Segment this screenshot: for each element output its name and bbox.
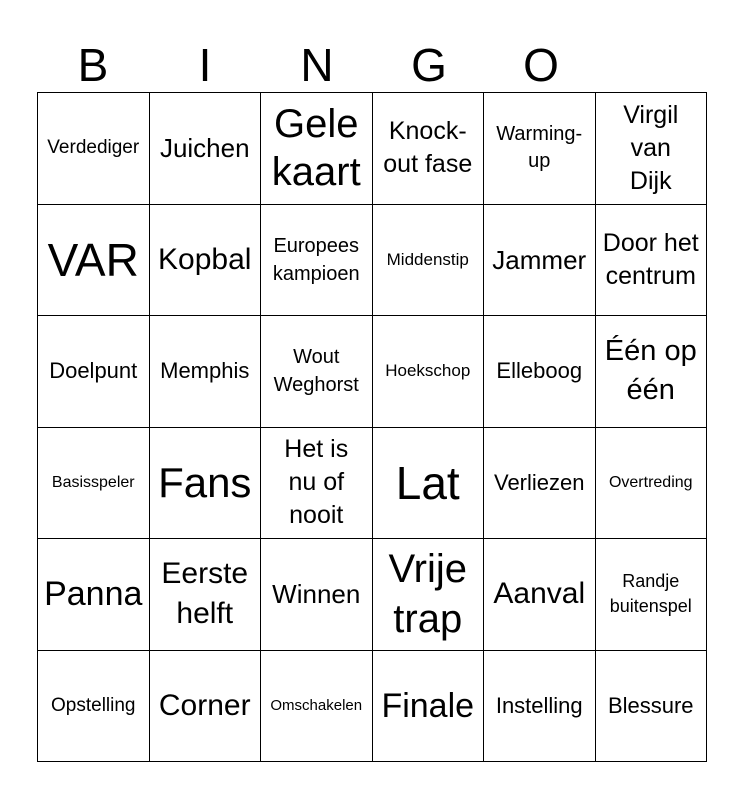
bingo-cell[interactable]: Lat [373,428,485,540]
bingo-cell[interactable]: Verdediger [38,93,150,205]
bingo-cell[interactable]: Vrije trap [373,539,485,651]
bingo-cell[interactable]: Finale [373,651,485,763]
bingo-cell[interactable]: Memphis [150,316,262,428]
bingo-cell[interactable]: Door het centrum [596,205,708,317]
bingo-cell[interactable]: Elleboog [484,316,596,428]
bingo-cell[interactable]: Omschakelen [261,651,373,763]
bingo-cell[interactable]: Basisspeler [38,428,150,540]
bingo-cell[interactable]: Juichen [150,93,262,205]
bingo-cell[interactable]: Instelling [484,651,596,763]
bingo-cell[interactable]: Randje buitenspel [596,539,708,651]
header-letter-o: O [523,39,559,91]
bingo-cell[interactable]: Panna [38,539,150,651]
bingo-cell[interactable]: Gele kaart [261,93,373,205]
bingo-cell[interactable]: Knock-out fase [373,93,485,205]
bingo-cell[interactable]: Verliezen [484,428,596,540]
bingo-cell[interactable]: Eerste helft [150,539,262,651]
bingo-cell[interactable]: Europees kampioen [261,205,373,317]
header-letter-g: G [411,39,447,91]
bingo-cell[interactable]: Fans [150,428,262,540]
header-letter-n: N [300,39,334,91]
bingo-cell[interactable]: Corner [150,651,262,763]
bingo-cell[interactable]: Opstelling [38,651,150,763]
bingo-cell[interactable]: Doelpunt [38,316,150,428]
bingo-cell[interactable]: Hoekschop [373,316,485,428]
bingo-cell[interactable]: Één op één [596,316,708,428]
bingo-cell[interactable]: Middenstip [373,205,485,317]
bingo-cell[interactable]: Jammer [484,205,596,317]
bingo-cell[interactable]: Wout Weghorst [261,316,373,428]
bingo-cell[interactable]: Virgil van Dijk [596,93,708,205]
bingo-cell[interactable]: VAR [38,205,150,317]
bingo-grid [37,92,707,762]
bingo-cell[interactable]: Winnen [261,539,373,651]
header-letter-i: I [198,39,212,91]
bingo-cell[interactable]: Overtreding [596,428,708,540]
bingo-cell[interactable]: Het is nu of nooit [261,428,373,540]
bingo-cell[interactable]: Warming-up [484,93,596,205]
bingo-header [37,38,597,92]
bingo-cell[interactable]: Aanval [484,539,596,651]
bingo-cell[interactable]: Kopbal [150,205,262,317]
header-letter-b: B [77,39,109,91]
bingo-cell[interactable]: Blessure [596,651,708,763]
